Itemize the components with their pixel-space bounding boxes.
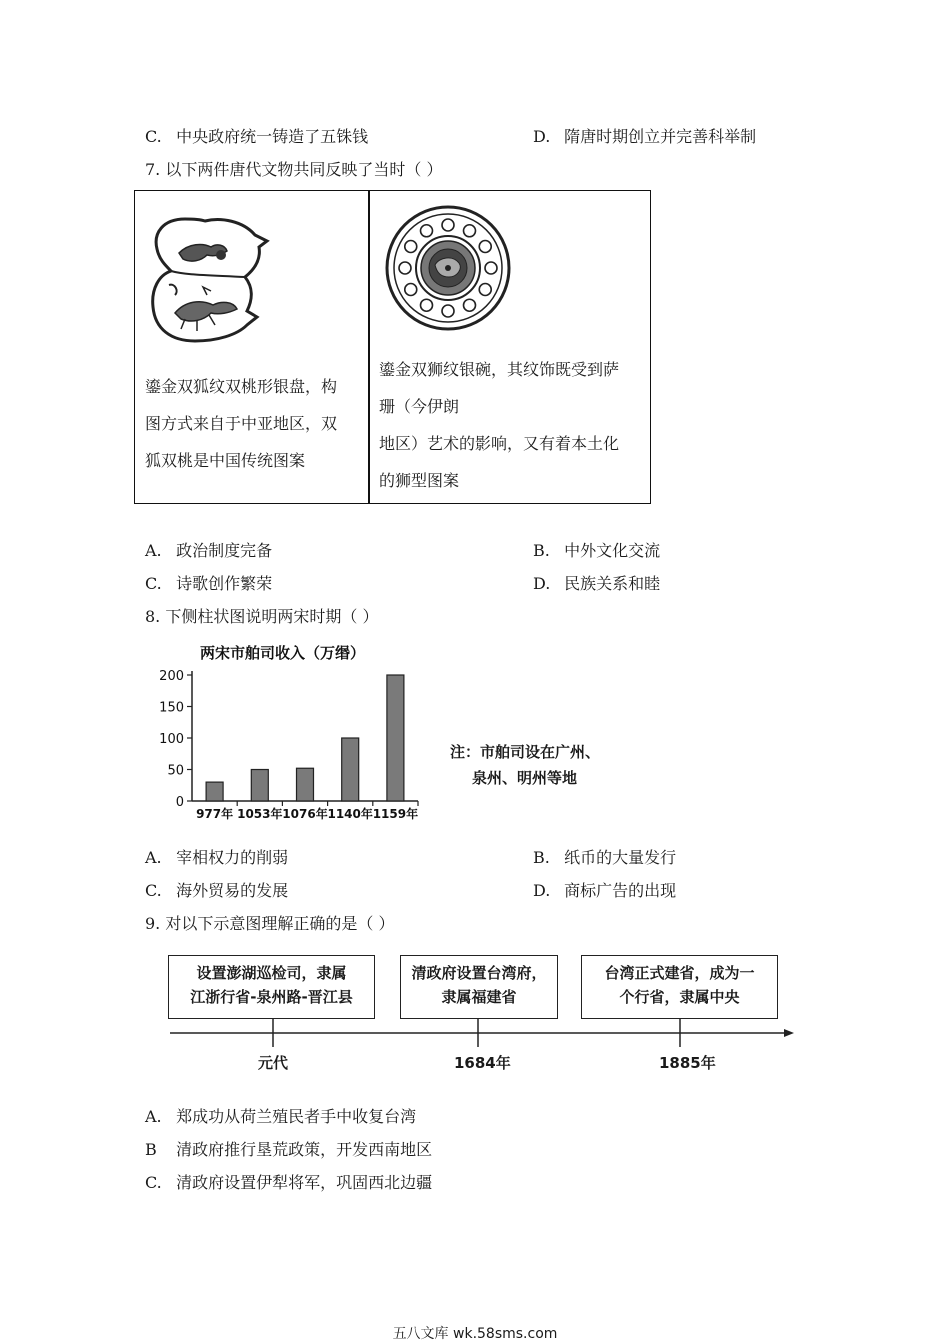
bar bbox=[342, 738, 359, 801]
bar bbox=[206, 782, 223, 801]
option-label: C. bbox=[145, 1173, 162, 1192]
q7-option-d bbox=[533, 574, 660, 594]
timeline-box-line: 江浙行省-泉州路-晋江县 bbox=[190, 988, 353, 1006]
option-label: C. bbox=[145, 881, 162, 900]
caption-line: 图方式来自于中亚地区，双 bbox=[145, 414, 338, 433]
timeline-label-yuan: 元代 bbox=[258, 1054, 289, 1072]
timeline-box-line: 台湾正式建省，成为一 bbox=[604, 964, 755, 982]
timeline-arrow bbox=[784, 1029, 794, 1037]
option-label: C. bbox=[145, 574, 162, 593]
fox-plate-image bbox=[145, 213, 271, 347]
q7-option-b bbox=[533, 541, 660, 561]
q8-option-d bbox=[533, 881, 676, 901]
option-label: B bbox=[145, 1140, 157, 1159]
bowl-ring-loop bbox=[421, 225, 433, 237]
x-tick-label: 1159年 bbox=[372, 807, 419, 821]
q8-option-b bbox=[533, 848, 676, 868]
q9-option-c bbox=[145, 1173, 432, 1193]
y-tick-label: 50 bbox=[167, 763, 184, 779]
bowl-ring-loop bbox=[485, 262, 497, 274]
timeline-box-line: 隶属福建省 bbox=[441, 988, 517, 1006]
bowl-ring-loop bbox=[442, 219, 454, 231]
timeline-label-1885: 1885年 bbox=[659, 1054, 716, 1072]
option-text: 海外贸易的发展 bbox=[176, 881, 289, 900]
caption-line: 鎏金双狐纹双桃形银盘，构 bbox=[145, 377, 338, 396]
option-text: 清政府推行垦荒政策，开发西南地区 bbox=[176, 1140, 433, 1159]
option-text: 中央政府统一铸造了五铢钱 bbox=[176, 127, 369, 146]
lion-bowl-image bbox=[383, 203, 513, 333]
timeline-box-yuan bbox=[168, 955, 375, 1019]
caption-line: 的狮型图案 bbox=[379, 471, 460, 490]
timeline-axis bbox=[160, 1019, 800, 1049]
option-text: 政治制度完备 bbox=[176, 541, 273, 560]
footer-watermark: 五八文库 wk.58sms.com bbox=[392, 1326, 558, 1342]
option-label: A. bbox=[145, 1107, 162, 1126]
option-label: B. bbox=[533, 541, 550, 560]
q6-option-c bbox=[145, 127, 368, 147]
q8-stem: 8. 下侧柱状图说明两宋时期（ ） bbox=[145, 607, 379, 626]
timeline-box-line: 设置澎湖巡检司，隶属 bbox=[196, 964, 347, 982]
option-label: A. bbox=[145, 848, 162, 867]
timeline-label-1684: 1684年 bbox=[454, 1054, 511, 1072]
option-text: 商标广告的出现 bbox=[564, 881, 677, 900]
timeline-box-1885 bbox=[581, 955, 778, 1019]
option-text: 郑成功从荷兰殖民者手中收复台湾 bbox=[176, 1107, 417, 1126]
q9-stem: 9. 对以下示意图理解正确的是（ ） bbox=[145, 914, 395, 933]
option-label: D. bbox=[533, 127, 551, 146]
option-text: 隋唐时期创立并完善科举制 bbox=[564, 127, 757, 146]
bowl-ring-loop bbox=[405, 241, 417, 253]
option-label: D. bbox=[533, 881, 551, 900]
caption-line: 狐双桃是中国传统图案 bbox=[145, 451, 306, 470]
bowl-ring-loop bbox=[442, 305, 454, 317]
chart-title: 两宋市舶司收入（万缗） bbox=[200, 644, 366, 662]
option-text: 中外文化交流 bbox=[564, 541, 661, 560]
option-text: 纸币的大量发行 bbox=[564, 848, 677, 867]
q7-artifact-table bbox=[134, 190, 651, 504]
timeline-box-1684 bbox=[400, 955, 558, 1019]
caption-line: 鎏金双狮纹银碗，其纹饰既受到萨 bbox=[379, 360, 620, 379]
y-tick-label: 100 bbox=[159, 732, 184, 747]
caption-line: 地区）艺术的影响，又有着本土化 bbox=[379, 434, 620, 453]
q9-option-b bbox=[145, 1140, 432, 1160]
option-label: C. bbox=[145, 127, 162, 146]
q7-stem: 7. 以下两件唐代文物共同反映了当时（ ） bbox=[145, 160, 443, 179]
x-tick-label: 1053年 bbox=[237, 807, 283, 821]
caption-line: 珊（今伊朗 bbox=[379, 397, 460, 416]
bowl-ring-loop bbox=[479, 241, 491, 253]
chart-note-line2: 泉州、明州等地 bbox=[472, 769, 578, 787]
option-label: B. bbox=[533, 848, 550, 867]
table-divider bbox=[368, 191, 370, 503]
bowl-ring-loop bbox=[464, 299, 476, 311]
lion-bowl-caption bbox=[379, 351, 619, 499]
option-text: 民族关系和睦 bbox=[564, 574, 661, 593]
q7-option-a bbox=[145, 541, 272, 561]
revenue-bar-chart bbox=[150, 638, 430, 828]
q7-option-c bbox=[145, 574, 272, 594]
bar bbox=[251, 770, 268, 802]
y-tick-label: 150 bbox=[159, 700, 184, 716]
x-tick-label: 977年 bbox=[196, 807, 234, 821]
chart-note-line1: 注：市舶司设在广州、 bbox=[450, 743, 601, 761]
bar bbox=[387, 675, 404, 801]
q8-option-a bbox=[145, 848, 288, 868]
bowl-ring-loop bbox=[479, 284, 491, 296]
option-text: 清政府设置伊犁将军，巩固西北边疆 bbox=[176, 1173, 433, 1192]
bowl-ring-loop bbox=[399, 262, 411, 274]
bowl-ring-loop bbox=[421, 299, 433, 311]
timeline-box-line: 清政府设置台湾府， bbox=[411, 964, 547, 982]
option-label: D. bbox=[533, 574, 551, 593]
y-tick-label: 0 bbox=[175, 795, 184, 810]
q6-option-d bbox=[533, 127, 756, 147]
q9-option-a bbox=[145, 1107, 416, 1127]
fox-plate-caption bbox=[145, 368, 337, 479]
x-tick-label: 1140年 bbox=[327, 807, 373, 821]
bar bbox=[297, 768, 314, 801]
bowl-ring-loop bbox=[405, 284, 417, 296]
option-text: 诗歌创作繁荣 bbox=[176, 574, 273, 593]
x-tick-label: 1076年 bbox=[282, 807, 328, 821]
y-tick-label: 200 bbox=[159, 669, 184, 684]
bowl-ring-loop bbox=[464, 225, 476, 237]
timeline-box-line: 个行省，隶属中央 bbox=[619, 988, 740, 1006]
q8-option-c bbox=[145, 881, 288, 901]
option-label: A. bbox=[145, 541, 162, 560]
option-text: 宰相权力的削弱 bbox=[176, 848, 289, 867]
